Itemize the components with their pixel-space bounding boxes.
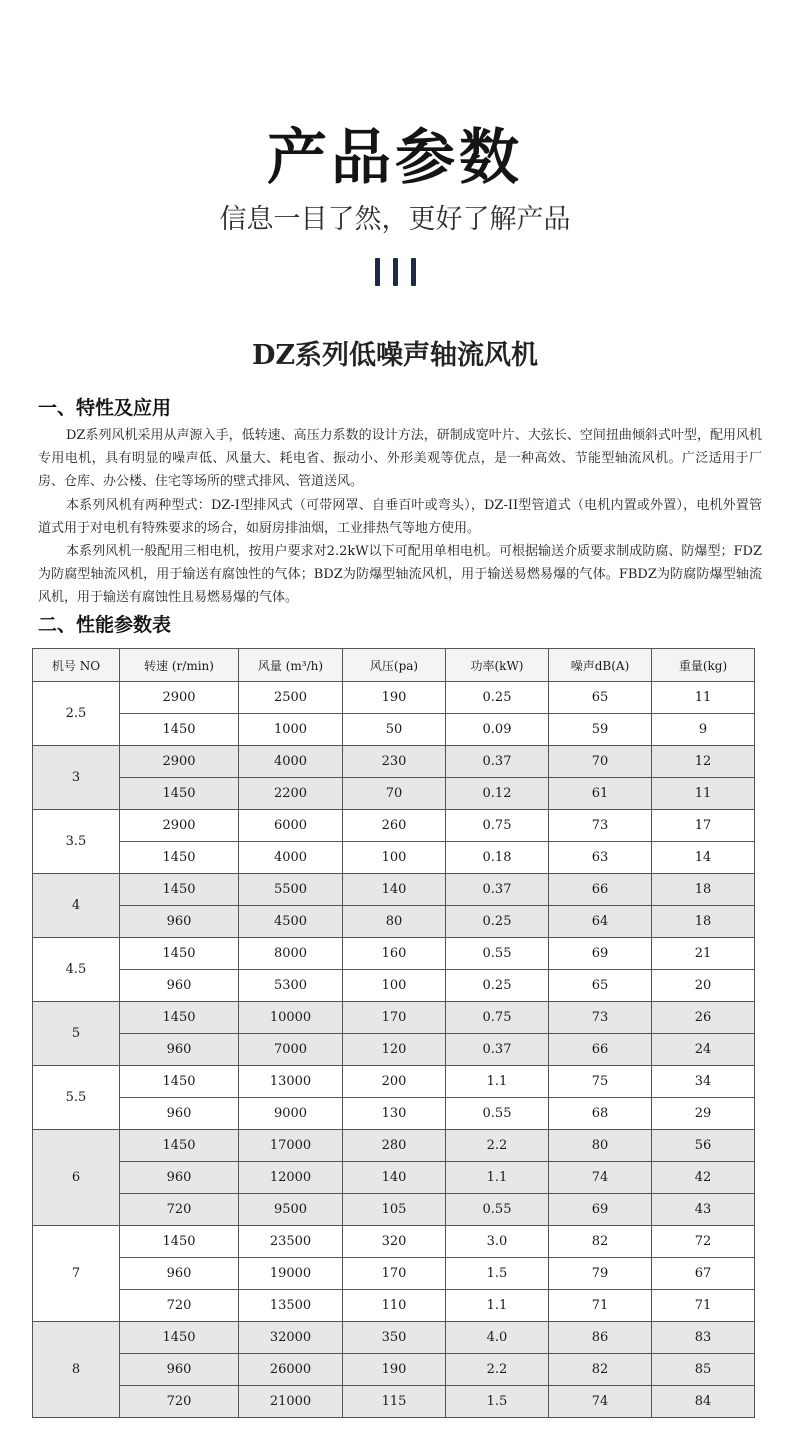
pressure-cell: 260: [343, 810, 446, 842]
pressure-cell: 190: [343, 1354, 446, 1386]
pressure-cell: 130: [343, 1098, 446, 1130]
paragraph-intro: DZ系列风机采用从声源入手，低转速、高压力系数的设计方法，研制成宽叶片、大弦长、空间扭曲倾斜式叶型，配用风机专用电机，具有明显的噪声低、风量大、耗电省、振动小、外形美观等优点，是一种高效、节能型轴流风机。广泛适用于厂房、仓库、办公楼、住宅等场所的壁式排风、管道送风。: [38, 428, 762, 489]
pressure-cell: 350: [343, 1322, 446, 1354]
power-cell: 4.0: [446, 1322, 549, 1354]
noise-cell: 59: [549, 714, 652, 746]
weight-cell: 12: [652, 746, 755, 778]
table-row: [33, 1034, 755, 1066]
model-no-cell: 8: [33, 1322, 120, 1418]
airflow-cell: 8000: [239, 938, 343, 970]
airflow-cell: 6000: [239, 810, 343, 842]
speed-cell: 1450: [120, 1322, 239, 1354]
noise-cell: 73: [549, 1002, 652, 1034]
pressure-cell: 100: [343, 970, 446, 1002]
pressure-cell: 320: [343, 1226, 446, 1258]
airflow-cell: 26000: [239, 1354, 343, 1386]
noise-cell: 86: [549, 1322, 652, 1354]
power-cell: 0.18: [446, 842, 549, 874]
model-no-cell: 2.5: [33, 682, 120, 746]
power-cell: 0.12: [446, 778, 549, 810]
weight-cell: 17: [652, 810, 755, 842]
noise-cell: 73: [549, 810, 652, 842]
noise-cell: 82: [549, 1226, 652, 1258]
power-cell: 2.2: [446, 1354, 549, 1386]
airflow-cell: 5300: [239, 970, 343, 1002]
table-row: [33, 810, 755, 842]
pressure-cell: 160: [343, 938, 446, 970]
power-cell: 1.1: [446, 1290, 549, 1322]
airflow-cell: 13500: [239, 1290, 343, 1322]
airflow-cell: 7000: [239, 1034, 343, 1066]
weight-cell: 85: [652, 1354, 755, 1386]
pressure-cell: 200: [343, 1066, 446, 1098]
table-row: [33, 1194, 755, 1226]
weight-cell: 11: [652, 682, 755, 714]
table-body: [33, 682, 755, 1418]
noise-cell: 74: [549, 1162, 652, 1194]
paragraph-types: 本系列风机有两种型式：DZ-I型排风式（可带网罩、自垂百叶或弯头），DZ-II型管道式（电机内置或外置），电机外置管道式用于对电机有特殊要求的场合，如厨房排油烟，工业排热气等地方使用。: [38, 498, 762, 536]
pressure-cell: 190: [343, 682, 446, 714]
page-subtitle: 信息一目了然，更好了解产品: [219, 204, 571, 235]
speed-cell: 720: [120, 1386, 239, 1418]
table-row: [33, 1130, 755, 1162]
pressure-cell: 115: [343, 1386, 446, 1418]
speed-cell: 2900: [120, 810, 239, 842]
pressure-cell: 140: [343, 874, 446, 906]
model-no-cell: 4: [33, 874, 120, 938]
table-row: [33, 1290, 755, 1322]
table-row: [33, 842, 755, 874]
airflow-cell: 1000: [239, 714, 343, 746]
weight-cell: 56: [652, 1130, 755, 1162]
airflow-cell: 17000: [239, 1130, 343, 1162]
speed-cell: 1450: [120, 1002, 239, 1034]
header-speed: 转速 (r/min): [120, 649, 239, 682]
power-cell: 0.75: [446, 1002, 549, 1034]
noise-cell: 79: [549, 1258, 652, 1290]
table-row: [33, 1098, 755, 1130]
airflow-cell: 9000: [239, 1098, 343, 1130]
pressure-cell: 70: [343, 778, 446, 810]
speed-cell: 960: [120, 970, 239, 1002]
table-row: [33, 746, 755, 778]
speed-cell: 1450: [120, 938, 239, 970]
decorative-bars: [0, 258, 790, 288]
pressure-cell: 170: [343, 1258, 446, 1290]
power-cell: 0.25: [446, 970, 549, 1002]
weight-cell: 11: [652, 778, 755, 810]
table-row: [33, 1162, 755, 1194]
table-row: [33, 1386, 755, 1418]
speed-cell: 1450: [120, 778, 239, 810]
power-cell: 0.37: [446, 1034, 549, 1066]
model-no-cell: 5: [33, 1002, 120, 1066]
power-cell: 1.5: [446, 1258, 549, 1290]
table-row: [33, 1066, 755, 1098]
noise-cell: 75: [549, 1066, 652, 1098]
model-no-cell: 4.5: [33, 938, 120, 1002]
airflow-cell: 13000: [239, 1066, 343, 1098]
airflow-cell: 21000: [239, 1386, 343, 1418]
bar-mark: [375, 258, 380, 286]
power-cell: 0.75: [446, 810, 549, 842]
section-heading-features: 一、特性及应用: [38, 397, 172, 419]
weight-cell: 14: [652, 842, 755, 874]
table-row: [33, 1258, 755, 1290]
airflow-cell: 4000: [239, 746, 343, 778]
airflow-cell: 2200: [239, 778, 343, 810]
speed-cell: 2900: [120, 746, 239, 778]
product-title: DZ系列低噪声轴流风机: [251, 340, 539, 371]
noise-cell: 65: [549, 970, 652, 1002]
table-row: [33, 874, 755, 906]
model-no-cell: 3.5: [33, 810, 120, 874]
power-cell: 0.25: [446, 682, 549, 714]
noise-cell: 66: [549, 874, 652, 906]
pressure-cell: 110: [343, 1290, 446, 1322]
weight-cell: 24: [652, 1034, 755, 1066]
power-cell: 0.09: [446, 714, 549, 746]
speed-cell: 1450: [120, 714, 239, 746]
pressure-cell: 280: [343, 1130, 446, 1162]
weight-cell: 21: [652, 938, 755, 970]
weight-cell: 72: [652, 1226, 755, 1258]
noise-cell: 69: [549, 938, 652, 970]
table-row: [33, 714, 755, 746]
weight-cell: 26: [652, 1002, 755, 1034]
weight-cell: 43: [652, 1194, 755, 1226]
speed-cell: 960: [120, 1258, 239, 1290]
model-no-cell: 5.5: [33, 1066, 120, 1130]
pressure-cell: 50: [343, 714, 446, 746]
power-cell: 1.1: [446, 1162, 549, 1194]
speed-cell: 2900: [120, 682, 239, 714]
noise-cell: 63: [549, 842, 652, 874]
pressure-cell: 80: [343, 906, 446, 938]
table-row: [33, 778, 755, 810]
bar-mark: [411, 258, 416, 286]
noise-cell: 70: [549, 746, 652, 778]
weight-cell: 42: [652, 1162, 755, 1194]
airflow-cell: 32000: [239, 1322, 343, 1354]
model-no-cell: 6: [33, 1130, 120, 1226]
noise-cell: 61: [549, 778, 652, 810]
table-header-row: [33, 649, 755, 682]
power-cell: 2.2: [446, 1130, 549, 1162]
power-cell: 0.55: [446, 938, 549, 970]
speed-cell: 960: [120, 1354, 239, 1386]
speed-cell: 960: [120, 1162, 239, 1194]
power-cell: 0.37: [446, 874, 549, 906]
noise-cell: 71: [549, 1290, 652, 1322]
table-row: [33, 1322, 755, 1354]
weight-cell: 18: [652, 874, 755, 906]
noise-cell: 66: [549, 1034, 652, 1066]
speed-cell: 1450: [120, 842, 239, 874]
pressure-cell: 230: [343, 746, 446, 778]
pressure-cell: 100: [343, 842, 446, 874]
airflow-cell: 2500: [239, 682, 343, 714]
airflow-cell: 19000: [239, 1258, 343, 1290]
power-cell: 0.37: [446, 746, 549, 778]
weight-cell: 34: [652, 1066, 755, 1098]
weight-cell: 67: [652, 1258, 755, 1290]
noise-cell: 80: [549, 1130, 652, 1162]
table-row: [33, 1226, 755, 1258]
noise-cell: 74: [549, 1386, 652, 1418]
bar-mark: [393, 258, 398, 286]
pressure-cell: 120: [343, 1034, 446, 1066]
weight-cell: 29: [652, 1098, 755, 1130]
noise-cell: 82: [549, 1354, 652, 1386]
header-noise: 噪声dB(A): [549, 649, 652, 682]
weight-cell: 9: [652, 714, 755, 746]
page-title: 产品参数: [267, 123, 523, 193]
paragraph-motors: 本系列风机一般配用三相电机，按用户要求对2.2kW以下可配用单相电机。可根据输送介质要求制成防腐、防爆型；FDZ为防腐型轴流风机，用于输送有腐蚀性的气体；BDZ为防爆型轴流风机，用于输送易燃易爆的气体。FBDZ为防腐防爆型轴流风机，用于输送有腐蚀性且易燃易爆的气体。: [38, 544, 762, 605]
airflow-cell: 4500: [239, 906, 343, 938]
airflow-cell: 9500: [239, 1194, 343, 1226]
power-cell: 0.55: [446, 1098, 549, 1130]
weight-cell: 83: [652, 1322, 755, 1354]
speed-cell: 960: [120, 1034, 239, 1066]
table-row: [33, 682, 755, 714]
weight-cell: 20: [652, 970, 755, 1002]
pressure-cell: 140: [343, 1162, 446, 1194]
weight-cell: 71: [652, 1290, 755, 1322]
noise-cell: 64: [549, 906, 652, 938]
table-row: [33, 970, 755, 1002]
speed-cell: 960: [120, 1098, 239, 1130]
noise-cell: 65: [549, 682, 652, 714]
weight-cell: 18: [652, 906, 755, 938]
pressure-cell: 105: [343, 1194, 446, 1226]
power-cell: 3.0: [446, 1226, 549, 1258]
model-no-cell: 3: [33, 746, 120, 810]
speed-cell: 1450: [120, 874, 239, 906]
airflow-cell: 5500: [239, 874, 343, 906]
speed-cell: 960: [120, 906, 239, 938]
header-model-no: 机号 NO: [33, 649, 120, 682]
header-power: 功率(kW): [446, 649, 549, 682]
header-pressure: 风压(pa): [343, 649, 446, 682]
noise-cell: 69: [549, 1194, 652, 1226]
model-no-cell: 7: [33, 1226, 120, 1322]
section-heading-params: 二、性能参数表: [38, 614, 172, 636]
airflow-cell: 12000: [239, 1162, 343, 1194]
table-row: [33, 906, 755, 938]
speed-cell: 720: [120, 1194, 239, 1226]
airflow-cell: 10000: [239, 1002, 343, 1034]
speed-cell: 1450: [120, 1226, 239, 1258]
airflow-cell: 4000: [239, 842, 343, 874]
performance-table: [32, 648, 755, 1418]
power-cell: 0.55: [446, 1194, 549, 1226]
speed-cell: 1450: [120, 1066, 239, 1098]
header-weight: 重量(kg): [652, 649, 755, 682]
noise-cell: 68: [549, 1098, 652, 1130]
power-cell: 1.5: [446, 1386, 549, 1418]
power-cell: 0.25: [446, 906, 549, 938]
airflow-cell: 23500: [239, 1226, 343, 1258]
weight-cell: 84: [652, 1386, 755, 1418]
speed-cell: 1450: [120, 1130, 239, 1162]
table-row: [33, 1002, 755, 1034]
power-cell: 1.1: [446, 1066, 549, 1098]
speed-cell: 720: [120, 1290, 239, 1322]
table-row: [33, 938, 755, 970]
header-airflow: 风量 (m³/h): [239, 649, 343, 682]
pressure-cell: 170: [343, 1002, 446, 1034]
table-row: [33, 1354, 755, 1386]
